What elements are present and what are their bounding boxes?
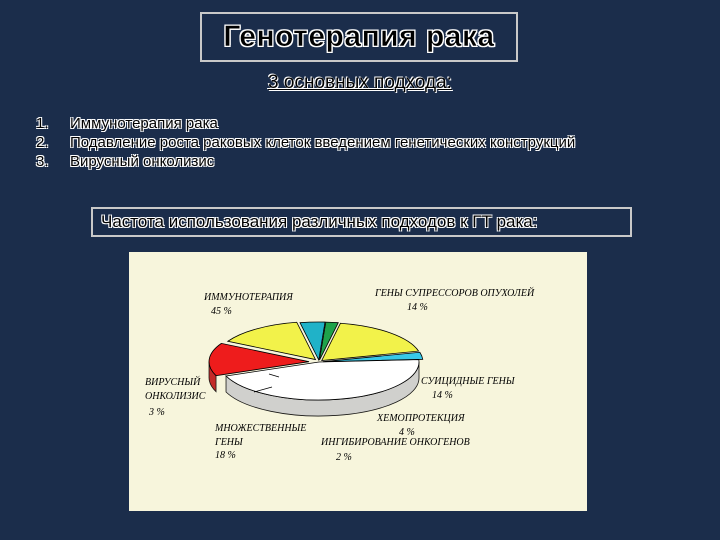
subtitle: 3 основных подхода: [268,72,452,93]
slice-value: 45 % [211,306,232,317]
slice-value: 14 % [432,390,453,401]
list-item [36,114,656,133]
slice-label: ХЕМОПРОТЕКЦИЯ [377,413,465,424]
slice-label: ИММУНОТЕРАПИЯ [204,292,293,303]
slice-value: 3 % [149,407,165,418]
slide-title: Генотерапия рака [223,20,495,53]
slice-value: 2 % [336,452,352,463]
pie-chart [129,252,587,511]
slice-label-line2: ГЕНЫ [215,437,243,448]
slice-label: ВИРУСНЫЙ [145,377,201,388]
list-item-number: 3. [36,153,49,170]
list-item-number: 1. [36,115,49,132]
slice-value: 14 % [407,302,428,313]
pie-chart-panel [129,252,587,511]
frequency-heading-box [91,207,632,237]
slice-label: ГЕНЫ СУПРЕССОРОВ ОПУХОЛЕЙ [375,288,535,299]
slice-label: МНОЖЕСТВЕННЫЕ [215,423,307,434]
list-item [36,133,656,152]
list-item [36,152,656,171]
list-item-text: Подавление роста раковых клеток введением генетических конструкций [70,134,576,151]
slice-value: 18 % [215,450,236,461]
list-item-text: Вирусный онколизис [70,153,215,170]
frequency-heading: Частота использования различных подходов к ГТ рака: [101,212,538,231]
slice-label: ИНГИБИРОВАНИЕ ОНКОГЕНОВ [321,437,470,448]
slice-label: СУИЦИДНЫЕ ГЕНЫ [421,376,515,387]
title-box [200,12,518,62]
approaches-list [36,114,656,171]
slice-value: 4 % [399,427,415,438]
list-item-text: Иммунотерапия рака [70,115,218,132]
list-item-number: 2. [36,134,49,151]
slice-label-line2: ОНКОЛИЗИС [145,391,206,402]
